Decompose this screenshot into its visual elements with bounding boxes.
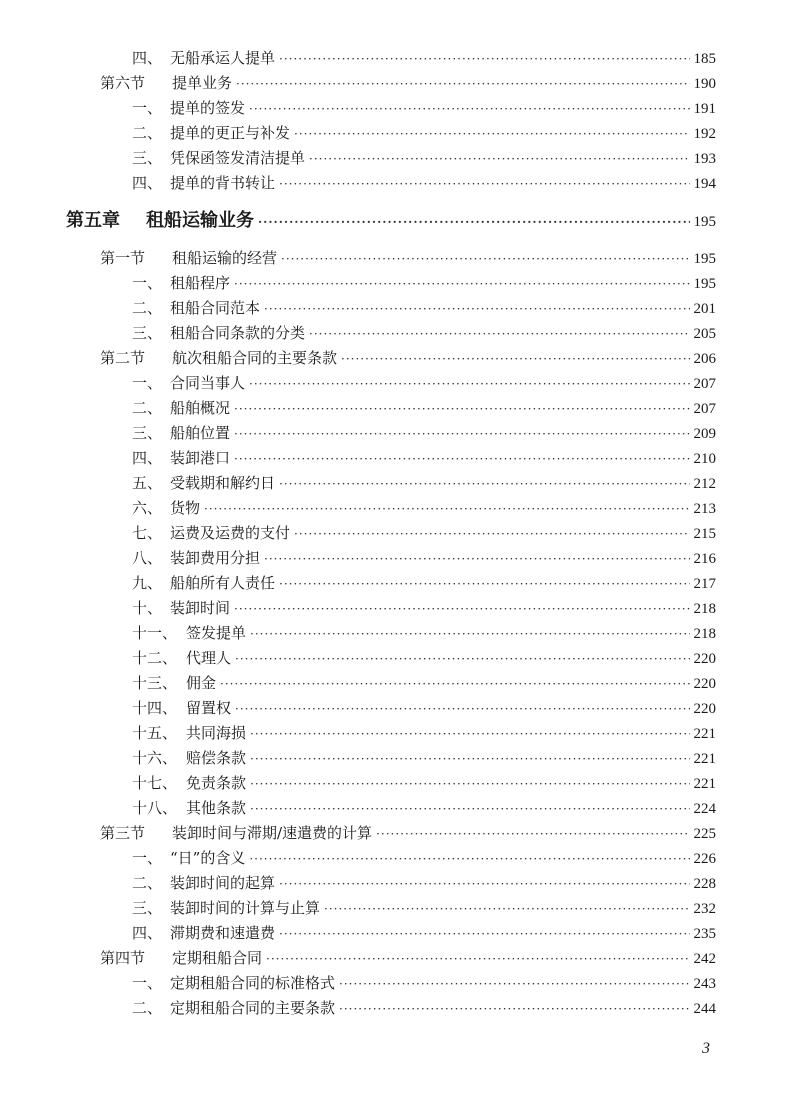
toc-marker: 十二、 (132, 649, 178, 667)
toc-title: 货物 (170, 499, 201, 517)
toc-page-number: 218 (693, 626, 716, 642)
toc-item (132, 848, 716, 869)
toc-title: 合同当事人 (170, 374, 246, 392)
toc-title: 留置权 (186, 699, 232, 717)
toc-page-number: 221 (693, 751, 716, 767)
toc-title: 运费及运费的支付 (170, 524, 291, 542)
toc-marker: 一、 (132, 974, 163, 992)
toc-marker: 十一、 (132, 624, 178, 642)
toc-title: 免责条款 (186, 774, 247, 792)
dot-leader (235, 699, 689, 719)
toc-marker: 二、 (132, 299, 163, 317)
toc-item (132, 398, 716, 419)
toc-title: 提单的签发 (170, 99, 246, 117)
dot-leader (266, 949, 689, 969)
toc-section (100, 73, 716, 94)
toc-marker: 十、 (132, 599, 163, 617)
toc-item (132, 48, 716, 69)
dot-leader (249, 99, 689, 119)
toc-title: 提单的背书转让 (170, 174, 276, 192)
toc-title: 船舶概况 (170, 399, 231, 417)
toc-title: 定期租船合同 (172, 949, 263, 967)
dot-leader (279, 924, 689, 944)
toc-title: 租船合同条款的分类 (170, 324, 306, 342)
toc-page-number: 220 (693, 651, 716, 667)
toc-item (132, 423, 716, 444)
toc-page-number: 244 (693, 1001, 716, 1017)
toc-item (132, 148, 716, 169)
dot-leader (250, 624, 689, 644)
toc-item (132, 373, 716, 394)
dot-leader (294, 524, 689, 544)
toc-marker: 第三节 (100, 824, 146, 842)
toc-page-number: 195 (693, 276, 716, 292)
toc-page-number: 217 (693, 576, 716, 592)
dot-leader (279, 174, 689, 194)
toc-title: 佣金 (186, 674, 217, 692)
toc-item (132, 323, 716, 344)
toc-page-number: 218 (693, 601, 716, 617)
toc-title: 无船承运人提单 (170, 49, 276, 67)
toc-page-number: 216 (693, 551, 716, 567)
toc-marker: 十三、 (132, 674, 178, 692)
toc-item (132, 273, 716, 294)
dot-leader (234, 424, 689, 444)
toc-page-number: 242 (693, 951, 716, 967)
toc-title: 船舶所有人责任 (170, 574, 276, 592)
dot-leader (250, 749, 689, 769)
toc-marker: 一、 (132, 274, 163, 292)
toc-marker: 六、 (132, 499, 163, 517)
toc-marker: 八、 (132, 549, 163, 567)
toc-page-number: 225 (693, 826, 716, 842)
toc-page-number: 194 (693, 176, 716, 192)
dot-leader (220, 674, 689, 694)
toc-marker: 四、 (132, 174, 163, 192)
toc-marker: 二、 (132, 124, 163, 142)
toc-section (100, 948, 716, 969)
toc-item (132, 123, 716, 144)
toc-section (100, 823, 716, 844)
toc-title: 代理人 (186, 649, 232, 667)
toc-marker: 十四、 (132, 699, 178, 717)
toc-title: 租船运输业务 (146, 210, 254, 231)
dot-leader (279, 474, 689, 494)
toc-item (132, 673, 716, 694)
dot-leader (324, 899, 689, 919)
dot-leader (204, 499, 689, 519)
toc-item (132, 773, 716, 794)
dot-leader (250, 799, 689, 819)
toc-item (132, 723, 716, 744)
toc-section (100, 248, 716, 269)
toc-page-number: 210 (693, 451, 716, 467)
toc-title: 装卸时间的起算 (170, 874, 276, 892)
toc-marker: 十七、 (132, 774, 178, 792)
toc-item (132, 923, 716, 944)
toc-page-number: 195 (693, 251, 716, 267)
dot-leader (249, 374, 689, 394)
toc-marker: 三、 (132, 324, 163, 342)
toc-page-number: 209 (693, 426, 716, 442)
dot-leader (279, 49, 689, 69)
toc-marker: 三、 (132, 149, 163, 167)
toc-title: 定期租船合同的标准格式 (170, 974, 336, 992)
toc-item (132, 548, 716, 569)
toc-title: 滞期费和速遣费 (170, 924, 276, 942)
toc-marker: 四、 (132, 924, 163, 942)
toc-item (132, 98, 716, 119)
dot-leader (294, 124, 689, 144)
toc-page-number: 220 (693, 701, 716, 717)
toc-page-number: 201 (693, 301, 716, 317)
toc-page-number: 221 (693, 726, 716, 742)
toc-marker: 三、 (132, 899, 163, 917)
dot-leader (279, 874, 689, 894)
toc-marker: 四、 (132, 49, 163, 67)
toc-marker: 一、 (132, 849, 163, 867)
toc-title: 凭保函签发清洁提单 (170, 149, 306, 167)
toc-page-number: 212 (693, 476, 716, 492)
toc-item (132, 898, 716, 919)
toc-page-number: 207 (693, 401, 716, 417)
page-number: 3 (702, 1040, 710, 1057)
toc-page-number: 243 (693, 976, 716, 992)
toc-marker: 第一节 (100, 249, 146, 267)
toc-page-number: 207 (693, 376, 716, 392)
toc-title: 装卸时间的计算与止算 (170, 899, 321, 917)
toc-page-number: 215 (693, 526, 716, 542)
toc-marker: 十八、 (132, 799, 178, 817)
toc-marker: 第六节 (100, 74, 146, 92)
toc-item (132, 473, 716, 494)
toc-page-number: 213 (693, 501, 716, 517)
toc-page-number: 228 (693, 876, 716, 892)
dot-leader (250, 724, 689, 744)
toc-marker: 第五章 (66, 210, 120, 231)
toc-marker: 第二节 (100, 349, 146, 367)
toc-title: 签发提单 (186, 624, 247, 642)
toc-marker: 十五、 (132, 724, 178, 742)
toc-page-number: 221 (693, 776, 716, 792)
dot-leader (264, 299, 689, 319)
toc-title: 船舶位置 (170, 424, 231, 442)
dot-leader (234, 449, 689, 469)
toc-page-number: 195 (693, 214, 716, 230)
toc-item (132, 648, 716, 669)
dot-leader (279, 574, 689, 594)
toc-item (132, 298, 716, 319)
toc-marker: 一、 (132, 374, 163, 392)
toc-item (132, 698, 716, 719)
toc-marker: 二、 (132, 999, 163, 1017)
toc-title: 其他条款 (186, 799, 247, 817)
toc-page-number: 191 (693, 101, 716, 117)
toc-title: 装卸费用分担 (170, 549, 261, 567)
toc-title: “日”的含义 (170, 849, 246, 867)
toc-page-number: 220 (693, 676, 716, 692)
dot-leader (281, 249, 689, 269)
toc-page-number: 224 (693, 801, 716, 817)
toc-item (132, 598, 716, 619)
toc-title: 提单业务 (172, 74, 233, 92)
toc-title: 租船程序 (170, 274, 231, 292)
dot-leader (339, 999, 689, 1019)
dot-leader (234, 599, 689, 619)
toc-section (100, 348, 716, 369)
toc-title: 共同海损 (186, 724, 247, 742)
dot-leader (339, 974, 689, 994)
dot-leader (236, 74, 689, 94)
toc-page-number: 226 (693, 851, 716, 867)
dot-leader (309, 149, 689, 169)
toc-marker: 二、 (132, 874, 163, 892)
toc-page-number: 192 (693, 126, 716, 142)
toc-marker: 一、 (132, 99, 163, 117)
toc-page-number: 185 (693, 51, 716, 67)
toc-title: 租船运输的经营 (172, 249, 278, 267)
toc-page-number: 205 (693, 326, 716, 342)
toc-item (132, 523, 716, 544)
toc-item (132, 998, 716, 1019)
toc-title: 定期租船合同的主要条款 (170, 999, 336, 1017)
toc-marker: 九、 (132, 574, 163, 592)
dot-leader (341, 349, 689, 369)
toc-item (132, 173, 716, 194)
dot-leader (235, 649, 689, 669)
toc-page-number: 235 (693, 926, 716, 942)
dot-leader (249, 849, 689, 869)
toc-marker: 五、 (132, 474, 163, 492)
toc-page-number: 232 (693, 901, 716, 917)
toc-item (132, 973, 716, 994)
dot-leader (258, 210, 690, 234)
toc-title: 装卸港口 (170, 449, 231, 467)
toc-marker: 四、 (132, 449, 163, 467)
toc-marker: 第四节 (100, 949, 146, 967)
toc-title: 租船合同范本 (170, 299, 261, 317)
toc-page-number: 193 (693, 151, 716, 167)
toc-item (132, 448, 716, 469)
dot-leader (264, 549, 689, 569)
toc-marker: 七、 (132, 524, 163, 542)
toc-title: 提单的更正与补发 (170, 124, 291, 142)
toc-page-number: 206 (693, 351, 716, 367)
toc-item (132, 573, 716, 594)
toc-marker: 三、 (132, 424, 163, 442)
toc-chapter (66, 209, 716, 234)
toc-item (132, 873, 716, 894)
toc-item (132, 623, 716, 644)
toc-item (132, 498, 716, 519)
toc-title: 赔偿条款 (186, 749, 247, 767)
toc-marker: 二、 (132, 399, 163, 417)
toc-title: 装卸时间 (170, 599, 231, 617)
toc-title: 装卸时间与滞期/速遣费的计算 (172, 824, 373, 842)
dot-leader (250, 774, 689, 794)
toc-title: 航次租船合同的主要条款 (172, 349, 338, 367)
dot-leader (309, 324, 689, 344)
toc-page-number: 190 (693, 76, 716, 92)
dot-leader (376, 824, 689, 844)
dot-leader (234, 274, 689, 294)
toc-item (132, 748, 716, 769)
toc-item (132, 798, 716, 819)
dot-leader (234, 399, 689, 419)
toc-marker: 十六、 (132, 749, 178, 767)
toc-title: 受载期和解约日 (170, 474, 276, 492)
